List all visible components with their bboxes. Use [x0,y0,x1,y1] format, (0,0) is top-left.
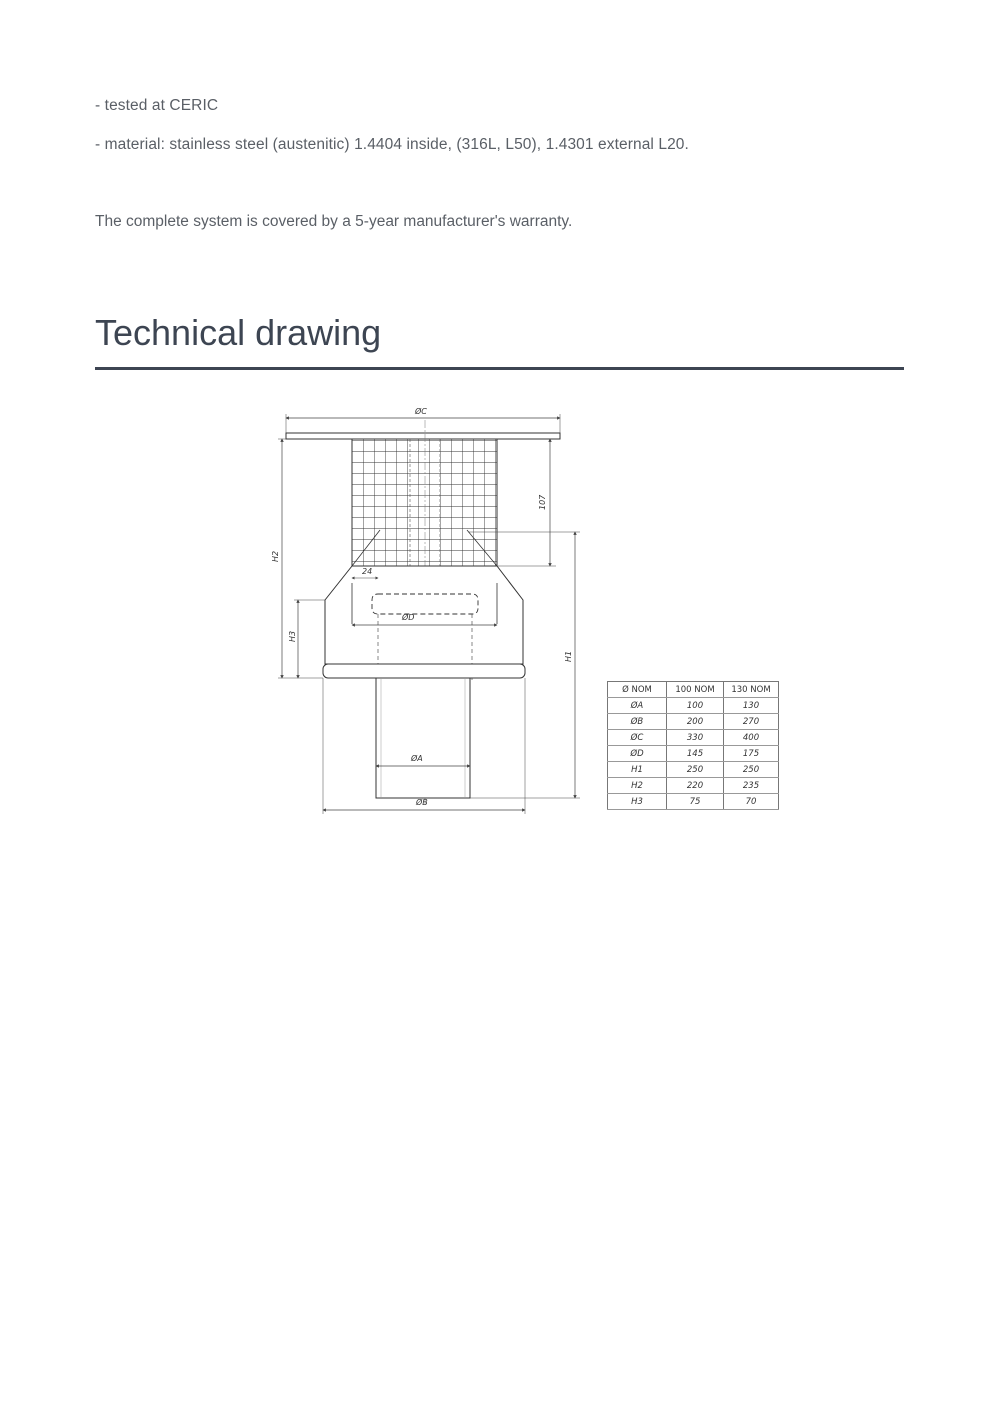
label-107: 107 [538,494,547,510]
table-cell: 70 [724,794,779,810]
table-cell: ØC [608,730,667,746]
header-cell: 130 NOM [724,682,779,698]
table-row [608,746,779,762]
table-cell: 220 [667,778,724,794]
table-row [608,762,779,778]
header-cell: Ø NOM [608,682,667,698]
label-b: ØB [416,798,428,807]
table-cell: 250 [724,762,779,778]
label-h2: H2 [271,550,280,562]
outer-ring [323,664,525,678]
bullet-tested: - tested at CERIC [95,97,219,114]
label-a: ØA [411,754,423,763]
heading-rule [95,367,904,370]
table-cell: 75 [667,794,724,810]
table-header-row [608,682,779,698]
table-cell: 175 [724,746,779,762]
table-cell: ØA [608,698,667,714]
flue-pipe [376,678,470,798]
table-row [608,794,779,810]
warranty-text: The complete system is covered by a 5-year manufacturer's warranty. [95,213,573,230]
table-cell: ØB [608,714,667,730]
table-cell: ØD [608,746,667,762]
table-cell: 400 [724,730,779,746]
table-cell: 200 [667,714,724,730]
table-row [608,730,779,746]
table-cell: H3 [608,794,667,810]
table-cell: 235 [724,778,779,794]
label-d: ØD [402,613,415,622]
label-h1: H1 [564,650,573,662]
label-c: ØC [415,407,427,416]
bullet-material: - material: stainless steel (austenitic) 1.4404 inside, (316L, L50), 1.4301 external L20. [95,136,689,153]
table-cell: 145 [667,746,724,762]
table-row [608,714,779,730]
table-row [608,778,779,794]
mesh-guard [352,439,497,566]
table-row [608,698,779,714]
dimensions-table [607,681,779,810]
table-cell: 330 [667,730,724,746]
table-cell: H1 [608,762,667,778]
table-cell: 270 [724,714,779,730]
label-24: 24 [362,567,373,576]
label-h3: H3 [288,630,297,642]
table-cell: 100 [667,698,724,714]
deflector-cone [325,566,523,664]
section-heading: Technical drawing [95,312,382,353]
table-cell: H2 [608,778,667,794]
header-cell: 100 NOM [667,682,724,698]
cap-plate [286,433,560,439]
table-cell: 130 [724,698,779,714]
table-cell: 250 [667,762,724,778]
